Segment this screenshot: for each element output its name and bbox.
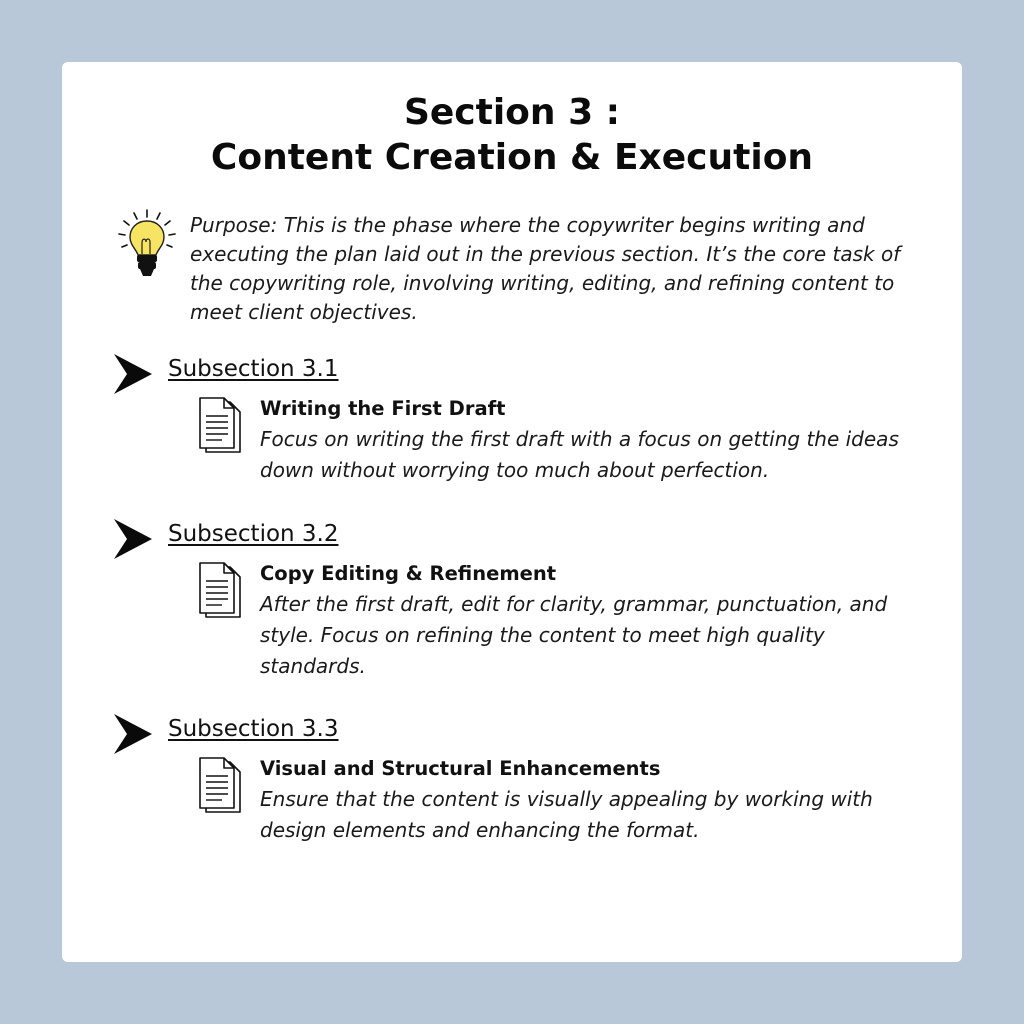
document-icon (196, 561, 244, 621)
item-heading: Copy Editing & Refinement (260, 562, 557, 585)
content-card (62, 62, 962, 962)
item-description: Ensure that the content is visually appealing by working with design elements and enhancing the format. (260, 787, 873, 842)
page-title (62, 90, 962, 180)
arrow-right-icon (112, 712, 154, 756)
arrow-right-icon (112, 352, 154, 396)
arrow-right-icon (112, 517, 154, 561)
purpose-text: Purpose: This is the phase where the copywriter begins writing and executing the plan laid out in the previous section. It’s the core task of the copywriting role, involving writing, editing, and refining content to meet client objectives. (190, 213, 901, 324)
title-line-1: Section 3 : (403, 92, 621, 133)
subsection-title: Subsection 3.1 (168, 356, 339, 382)
document-icon (196, 756, 244, 816)
item-description: Focus on writing the first draft with a focus on getting the ideas down without worrying too much about perfection. (260, 427, 899, 482)
item-heading: Visual and Structural Enhancements (260, 757, 661, 780)
item-heading: Writing the First Draft (260, 397, 506, 420)
item-description: After the first draft, edit for clarity, grammar, punctuation, and style. Focus on refining the content to meet high quality standards. (260, 592, 888, 678)
lightbulb-icon (112, 207, 182, 285)
title-line-2: Content Creation & Execution (210, 137, 814, 178)
document-icon (196, 396, 244, 456)
subsection-title: Subsection 3.3 (168, 716, 339, 742)
subsection-title: Subsection 3.2 (168, 521, 339, 547)
